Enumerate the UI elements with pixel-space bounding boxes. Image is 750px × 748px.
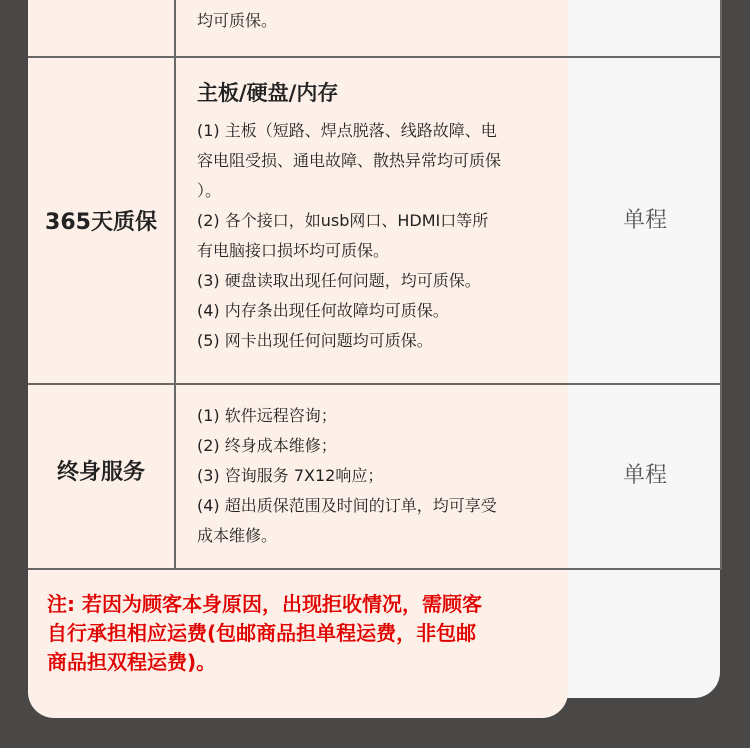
list-item: (3) 咨询服务 7X12响应； — [197, 466, 384, 485]
row-price-lifetime: 单程 — [622, 462, 667, 488]
right-edge-line — [720, 0, 722, 570]
column-divider — [174, 0, 176, 570]
list-item: 容电阻受损、通电故障、散热异常均可质保 — [197, 151, 502, 170]
row-label-warranty: 365天质保 — [45, 210, 157, 235]
list-item: 成本维修。 — [197, 526, 278, 545]
row-price-warranty: 单程 — [622, 207, 667, 233]
row-divider — [28, 568, 720, 570]
notice-line: 注: 若因为顾客本身原因，出现拒收情况，需顾客 — [47, 592, 482, 616]
list-item: ）。 — [197, 181, 222, 200]
lifetime-detail — [197, 401, 557, 551]
notice-text — [47, 590, 557, 677]
list-item: 有电脑接口损坏均可质保。 — [197, 241, 390, 260]
top-row-detail — [197, 6, 557, 36]
warranty-heading: 主板/硬盘/内存 — [197, 81, 339, 105]
list-item: (2) 各个接口，如usb网口、HDMI口等所 — [197, 211, 489, 230]
list-item: (1) 主板（短路、焊点脱落、线路故障、电 — [197, 121, 497, 140]
list-item: (2) 终身成本维修； — [197, 436, 337, 455]
warranty-detail — [197, 78, 557, 356]
list-item: (1) 软件远程咨询； — [197, 406, 337, 425]
list-item: (4) 内存条出现任何故障均可质保。 — [197, 301, 449, 320]
notice-line: 自行承担相应运费(包邮商品担单程运费，非包邮 — [47, 621, 477, 645]
top-row-text: 均可质保。 — [197, 11, 278, 30]
list-item: (5) 网卡出现任何问题均可质保。 — [197, 331, 433, 350]
list-item: (3) 硬盘读取出现任何问题，均可质保。 — [197, 271, 481, 290]
notice-line: 商品担双程运费)。 — [47, 650, 217, 674]
row-label-lifetime: 终身服务 — [56, 459, 145, 485]
list-item: (4) 超出质保范围及时间的订单，均可享受 — [197, 496, 497, 515]
